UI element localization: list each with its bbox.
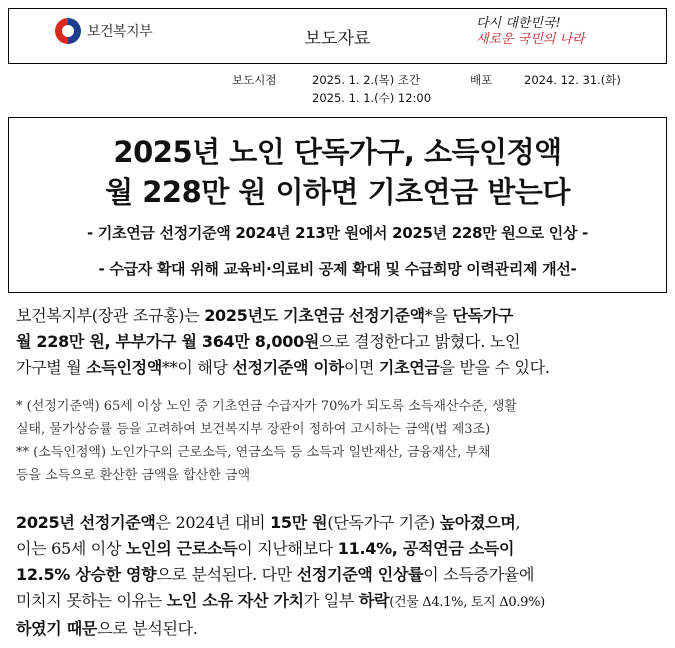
footnote-1: * (선정기준액) 65세 이상 노인 중 기초연금 수급자가 70%가 되도록 소득재산수준, 생활 실태, 물가상승률 등을 고려하여 보건복지부 장관이 정하여 고시하는 금액(법 제3조) bbox=[16, 399, 517, 437]
embargo-online: 2025. 1. 1.(수) 12:00 bbox=[312, 91, 432, 105]
paragraph-2: 2025년 선정기준액은 2024년 대비 15만 원(단독가구 기준) 높아졌으며, 이는 65세 이상 노인의 근로소득이 지난해보다 11.4%, 공적연금 소득이 12.5% 상승한 영향으로 분석된다. 다만 선정기준액 인상률이 소득증가율에 미치지 못하는 이유는 노인 소유 자산 가치가 일부 하락(건물 Δ4.1%, 토지 Δ0.9%) 하였기 때문으로 분석된다. bbox=[16, 513, 545, 638]
distribution-date: 2024. 12. 31.(화) bbox=[524, 73, 621, 87]
subheadline-1: - 기초연금 선정기준액 2024년 213만 원에서 2025년 228만 원으로 인상 - bbox=[87, 224, 588, 242]
distribution-label: 배포 bbox=[470, 73, 493, 87]
footnote-2: ** (소득인정액) 노인가구의 근로소득, 연금소득 등 소득과 일반재산, 금융재산, 부채 등을 소득으로 환산한 금액을 합산한 금액 bbox=[16, 445, 491, 483]
subheadline-2: - 수급자 확대 위해 교육비·의료비 공제 확대 및 수급희망 이력관리제 개선- bbox=[98, 260, 577, 278]
slogan bbox=[476, 16, 626, 48]
doc-type-title: 보도자료 bbox=[304, 29, 371, 49]
embargo-date: 2025. 1. 2.(목) 조간 bbox=[312, 73, 421, 87]
ministry-name: 보건복지부 bbox=[87, 24, 153, 40]
embargo-label: 보도시점 bbox=[232, 73, 277, 87]
slogan-line1: 다시 대한민국! bbox=[476, 16, 561, 31]
paragraph-1: 보건복지부(장관 조규홍)는 2025년도 기초연금 선정기준액*을 단독가구 월 228만 원, 부부가구 월 364만 8,000원으로 결정한다고 밝혔다. 노인 가구별 월 소득인정액**이 해당 선정기준액 이하이면 기초연금을 받을 수 있다. bbox=[16, 306, 550, 377]
headline-line1: 2025년 노인 단독가구, 소득인정액 bbox=[113, 135, 562, 169]
slogan-line2: 새로운 국민의 나라 bbox=[476, 32, 585, 47]
headline-line2: 월 228만 원 이하면 기초연금 받는다 bbox=[105, 175, 570, 209]
